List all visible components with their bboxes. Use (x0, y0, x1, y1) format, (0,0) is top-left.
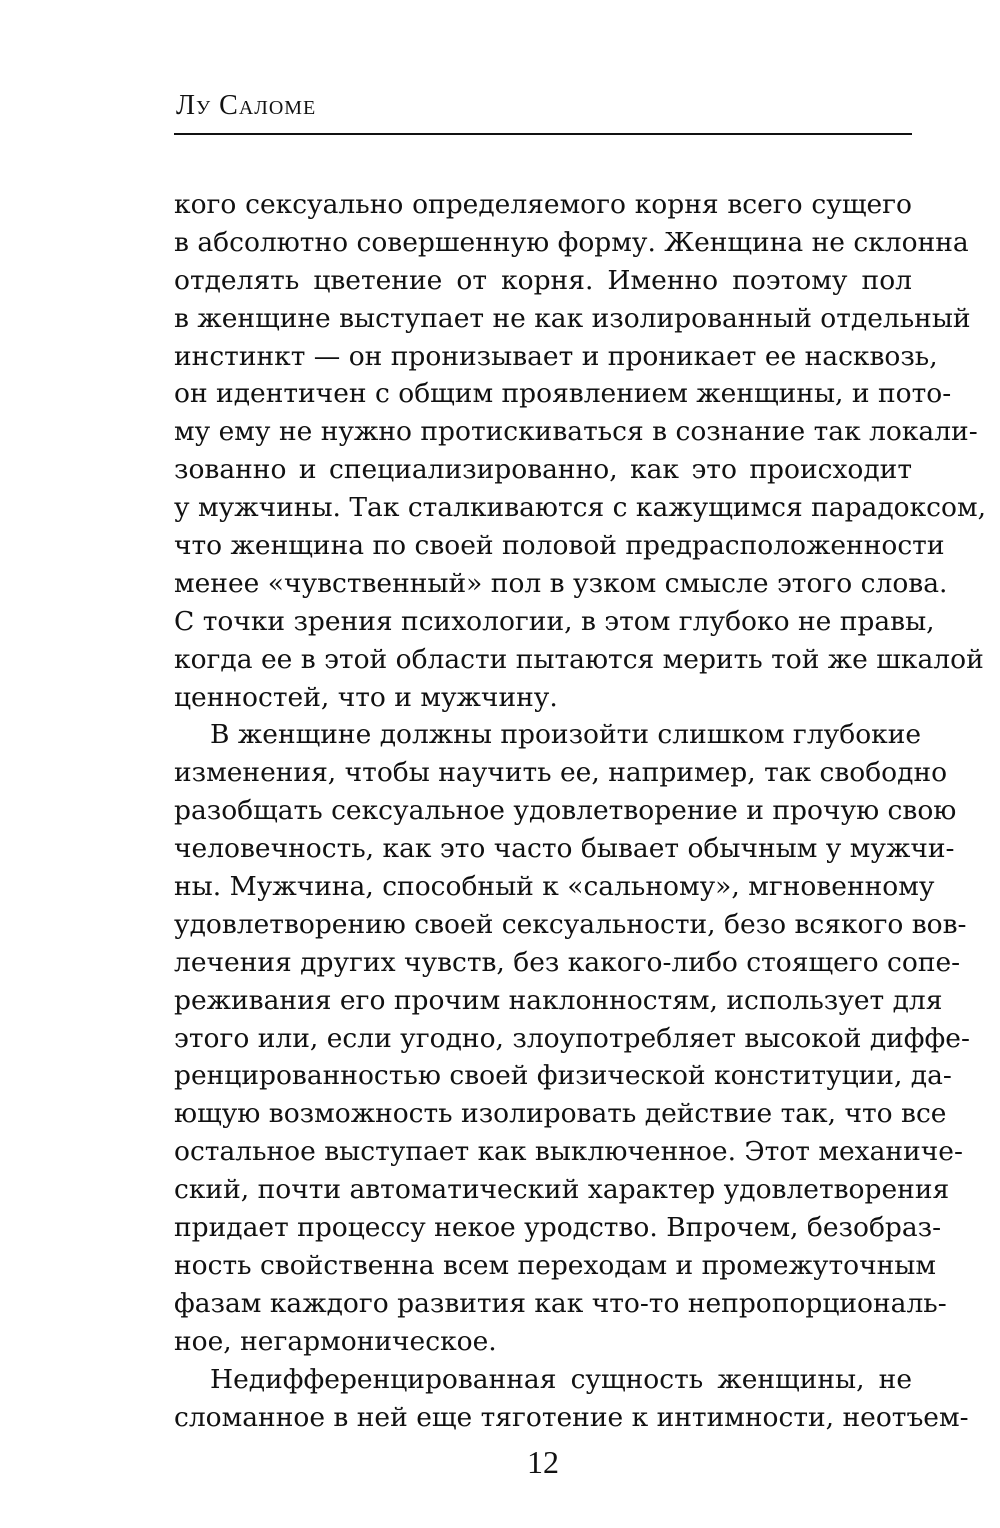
text-line: менее «чувственный» пол в узком смысле этого слова. (174, 567, 948, 599)
text-line: изменения, чтобы научить ее, например, так свободно (174, 757, 948, 789)
text-line: в женщине выступает не как изолированный отдельный (174, 302, 971, 334)
text-line: лечения других чувств, без какого-либо стоящего сопе- (174, 946, 961, 978)
text-line: реживания его прочим наклонностям, использует для (174, 984, 943, 1016)
text-line: человечность, как это часто бывает обычным у мужчи- (174, 833, 955, 865)
text-line: этого или, если угодно, злоупотребляет высокой диффе- (174, 1022, 970, 1054)
text-line: в абсолютно совершенную форму. Женщина не склонна (174, 226, 969, 258)
text-line: у мужчины. Так сталкиваются с кажущимся парадоксом, (174, 492, 987, 524)
text-line: он идентичен с общим проявлением женщины, и пото- (174, 378, 952, 410)
paragraph-end-line: ное, негармоническое. (174, 1325, 497, 1357)
text-line: ность свойственна всем переходам и промежуточным (174, 1249, 936, 1281)
running-head-title: Лу Саломе (176, 90, 317, 121)
text-line: отделять цветение от корня. Именно поэтому пол (174, 264, 912, 296)
text-line: что женщина по своей половой предрасположенности (174, 530, 945, 562)
paragraph-first-line: Недифференцированная сущность женщины, не (210, 1363, 912, 1395)
paragraph-end-line: ценностей, что и мужчину. (174, 681, 558, 713)
header-rule (174, 133, 912, 135)
text-line: инстинкт — он пронизывает и проникает ее насквозь, (174, 340, 938, 372)
text-line: сломанное в ней еще тяготение к интимности, неотъем- (174, 1401, 969, 1433)
text-line: когда ее в этой области пытаются мерить той же шкалой (174, 643, 984, 675)
text-line: ны. Мужчина, способный к «сальному», мгновенному (174, 871, 935, 903)
text-line: кого сексуально определяемого корня всего сущего (174, 189, 912, 220)
text-line: ренцированностью своей физической конституции, да- (174, 1060, 952, 1092)
text-line: удовлетворению своей сексуальности, безо всякого вов- (174, 908, 967, 940)
text-line: придает процессу некое уродство. Впрочем, безобраз- (174, 1212, 942, 1244)
text-line: ский, почти автоматический характер удовлетворения (174, 1174, 950, 1206)
text-line: разобщать сексуальное удовлетворение и прочую свою (174, 795, 957, 827)
body-text (174, 186, 987, 1436)
text-line: му ему не нужно протискиваться в сознание так локали- (174, 416, 978, 448)
text-line: С точки зрения психологии, в этом глубоко не правы, (174, 605, 935, 637)
paragraph-first-line: В женщине должны произойти слишком глубокие (210, 719, 922, 751)
text-line: фазам каждого развития как что-то непропорциональ- (174, 1287, 947, 1319)
text-line: зованно и специализированно, как это происходит (174, 454, 912, 486)
text-line: ющую возможность изолировать действие так, что все (174, 1098, 947, 1130)
page-number: 12 (527, 1444, 559, 1480)
text-line: остальное выступает как выключенное. Этот механиче- (174, 1136, 963, 1168)
